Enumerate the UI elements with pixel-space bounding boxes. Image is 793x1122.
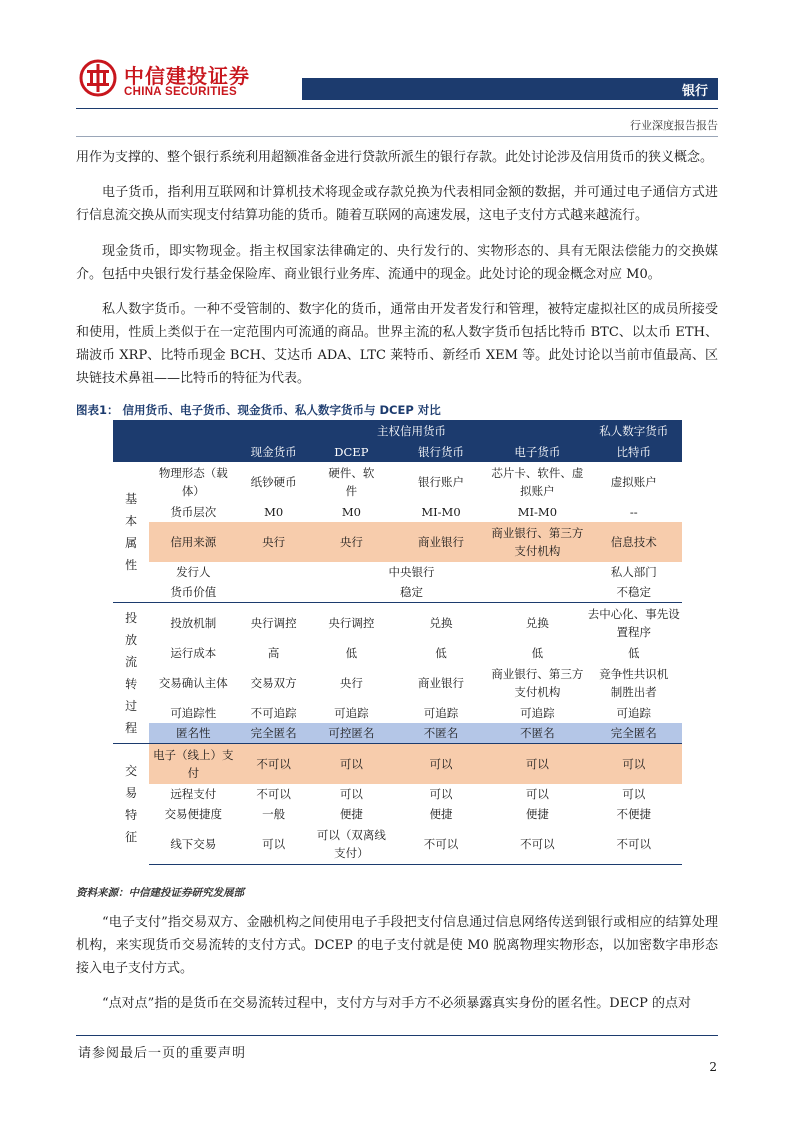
figure-source: 资料来源：中信建投证券研究发展部 — [76, 887, 244, 899]
table-row — [113, 643, 682, 663]
table-row — [113, 723, 682, 744]
cell-dcep: 央行 — [310, 522, 393, 562]
cell-btc: 可以 — [586, 744, 682, 785]
cell-cash: M0 — [264, 505, 284, 519]
cell-bank: 商业银行 — [418, 676, 464, 690]
cell-emoney: MI-M0 — [517, 505, 558, 519]
row-label: 交易便捷度 — [164, 807, 223, 821]
category-basic-attributes: 基本属性 — [125, 492, 138, 572]
row-label: 投放机制 — [149, 603, 237, 644]
row-label: 信用来源 — [149, 522, 237, 562]
cell-emoney: 商业银行、第三方支付机构 — [489, 522, 585, 562]
cell-dcep: 便捷 — [339, 807, 363, 821]
cell-cash: 央行 — [237, 522, 310, 562]
cell-btc: 可以 — [622, 787, 646, 801]
cell-btc: 可追踪 — [616, 706, 652, 720]
cell-bank: 银行账户 — [418, 475, 464, 489]
cell-btc: 信息技术 — [586, 522, 682, 562]
section-bar — [302, 78, 718, 100]
paragraph-private-digital-money: 私人数字货币。一种不受管制的、数字化的货币，通常由开发者发行和管理，被特定虚拟社区的成员所接受和使用，性质上类似于在一定范围内可流通的商品。世界主流的私人数字货币包括比特币 BTC、以太币 ETH、瑞波币 XRP、比特币现金 BCH、艾达币 ADA、LTC 莱特币、新经币 XEM 等。此处讨论以当前市值最高、区块链技术鼻祖——比特币的特征为代表。 — [76, 302, 718, 386]
cell-bank: 可以 — [429, 787, 453, 801]
cell-dcep: 央行调控 — [310, 603, 393, 644]
cell-dcep: 可追踪 — [334, 706, 369, 720]
header-sovereign-credit: 主权信用货币 — [237, 420, 585, 441]
cell-btc: 不便捷 — [616, 807, 652, 821]
cell-dcep: 可以 — [310, 744, 393, 785]
cell-btc: 虚拟账户 — [610, 475, 657, 489]
cell-cash: 纸钞硬币 — [250, 475, 297, 489]
row-label: 电子（线上）支付 — [149, 744, 237, 785]
category-circulation-process: 投放流转过程 — [113, 603, 149, 744]
cell-emoney: 商业银行、第三方支付机构 — [491, 667, 584, 699]
table-row — [113, 582, 682, 603]
table-row — [113, 784, 682, 804]
cell-emoney: 可以 — [525, 787, 549, 801]
paragraph-cash-money: 现金货币，即实物现金。指主权国家法律确定的、央行发行的、实物形态的、具有无限法偿能力的交换媒介。包括中央银行发行基金保险库、商业银行业务库、流通中的现金。此处讨论的现金概念对应 M0。 — [76, 244, 718, 282]
table-row — [113, 562, 682, 582]
table-row — [113, 603, 682, 644]
header-private-digital: 私人数字货币 — [586, 420, 682, 441]
section-label: 银行 — [681, 84, 708, 99]
footer-divider — [76, 1035, 718, 1036]
paragraph-electronic-payment: “电子支付”指交易双方、金融机构之间使用电子手段把支付信息通过信息网络传送到银行或相应的结算处理机构，来实现货币交易流转的支付方式。DCEP 的电子支付就是使 M0 脱离物理实物形态，以加密数字串形态接入电子支付方式。 — [76, 915, 718, 976]
header-bitcoin: 比特币 — [586, 441, 682, 462]
cell-emoney: 可追踪 — [520, 706, 555, 720]
row-label: 可追踪性 — [170, 706, 217, 720]
table-row — [113, 522, 682, 562]
cell-btc: 不稳定 — [616, 585, 652, 599]
row-label: 货币层次 — [170, 505, 217, 519]
cell-bank: 便捷 — [429, 807, 453, 821]
table-row — [113, 462, 682, 502]
cell-btc: 私人部门 — [610, 565, 657, 579]
cell-cash: 完全匿名 — [237, 723, 310, 744]
cell-btc: 竞争性共识机制胜出者 — [599, 667, 669, 699]
table-row — [113, 703, 682, 723]
cell-btc: -- — [629, 505, 638, 519]
cell-btc: 不可以 — [586, 824, 682, 865]
row-label: 线下交易 — [149, 824, 237, 865]
cell-dcep: 可控匿名 — [310, 723, 393, 744]
page-number: 2 — [709, 1060, 717, 1074]
paragraph-electronic-money: 电子货币，指利用互联网和计算机技术将现金或存款兑换为代表相同金额的数据，并可通过电子通信方式进行信息流交换从而实现支付结算功能的货币。随着互联网的高速发展，这电子支付方式越来越流行。 — [76, 185, 718, 223]
cell-bank: 不可以 — [393, 824, 489, 865]
header-cash: 现金货币 — [237, 441, 310, 462]
row-label: 远程支付 — [170, 787, 217, 801]
table-row — [113, 824, 682, 865]
cell-dcep: 低 — [345, 646, 358, 660]
cell-btc: 低 — [628, 646, 640, 660]
cell-cash: 不可以 — [256, 787, 291, 801]
header-bank-money: 银行货币 — [393, 441, 489, 462]
report-type-label: 行业深度报告报告 — [630, 119, 718, 132]
cell-emoney: 可以 — [489, 744, 585, 785]
cell-sovereign: 中央银行 — [388, 565, 435, 579]
cell-cash: 可以 — [237, 824, 310, 865]
cell-sovereign: 稳定 — [399, 585, 423, 599]
header-dcep: DCEP — [310, 441, 393, 462]
cell-emoney: 兑换 — [489, 603, 585, 644]
cell-bank: 可以 — [393, 744, 489, 785]
table-row — [113, 502, 682, 522]
china-securities-logo-icon — [78, 58, 118, 98]
cell-bank: 不匿名 — [393, 723, 489, 744]
cell-dcep: 央行 — [339, 676, 363, 690]
disclaimer-note: 请参阅最后一页的重要声明 — [78, 1046, 247, 1061]
cell-emoney: 芯片卡、软件、虚拟账户 — [491, 466, 584, 498]
cell-dcep: M0 — [341, 505, 361, 519]
row-label: 发行人 — [176, 565, 211, 579]
cell-dcep: 可以 — [339, 787, 363, 801]
cell-cash: 交易双方 — [250, 676, 297, 690]
paragraph-credit-money-cont: 用作为支撑的、整个银行系统利用超额准备金进行贷款所派生的银行存款。此处讨论涉及信用货币的狭义概念。 — [76, 150, 714, 165]
row-label: 物理形态（载体） — [158, 466, 228, 498]
cell-btc: 去中心化、事先设置程序 — [586, 603, 682, 644]
cell-cash: 一般 — [262, 807, 286, 821]
cell-bank: 低 — [435, 646, 447, 660]
cell-cash: 不可以 — [237, 744, 310, 785]
row-label: 运行成本 — [170, 646, 217, 660]
logo-english-name: CHINA SECURITIES — [124, 86, 237, 98]
cell-bank: MI-M0 — [421, 505, 461, 519]
table-row — [113, 663, 682, 703]
page-header — [0, 0, 793, 140]
comparison-table — [113, 420, 682, 865]
logo-chinese-name: 中信建投证券 — [124, 64, 250, 88]
cell-cash: 高 — [267, 646, 280, 660]
row-label: 匿名性 — [149, 723, 237, 744]
row-label: 货币价值 — [170, 585, 217, 599]
table-header-group-row — [113, 420, 682, 441]
cell-emoney: 不匿名 — [489, 723, 585, 744]
cell-cash: 不可追踪 — [250, 706, 297, 720]
cell-cash: 央行调控 — [237, 603, 310, 644]
cell-dcep: 可以（双离线支付） — [310, 824, 393, 865]
table-row — [113, 804, 682, 824]
figure-title: 图表1： 信用货币、电子货币、现金货币、私人数字货币与 DCEP 对比 — [76, 403, 441, 417]
table-row — [113, 744, 682, 785]
cell-bank: 商业银行 — [393, 522, 489, 562]
cell-bank: 兑换 — [393, 603, 489, 644]
cell-dcep: 硬件、软件 — [328, 466, 375, 498]
row-label: 交易确认主体 — [158, 676, 228, 690]
table-header-col-row — [113, 441, 682, 462]
header-divider-secondary — [76, 136, 718, 137]
header-divider — [76, 108, 718, 109]
paragraph-peer-to-peer: “点对点”指的是货币在交易流转过程中，支付方与对手方不必须暴露真实身份的匿名性。DECP 的点对 — [102, 996, 692, 1011]
cell-emoney: 低 — [531, 646, 544, 660]
cell-emoney: 不可以 — [489, 824, 585, 865]
cell-bank: 可追踪 — [423, 706, 459, 720]
category-trading-features: 交易特征 — [113, 744, 149, 865]
cell-emoney: 便捷 — [525, 807, 549, 821]
cell-btc: 完全匿名 — [586, 723, 682, 744]
header-electronic-money: 电子货币 — [489, 441, 585, 462]
